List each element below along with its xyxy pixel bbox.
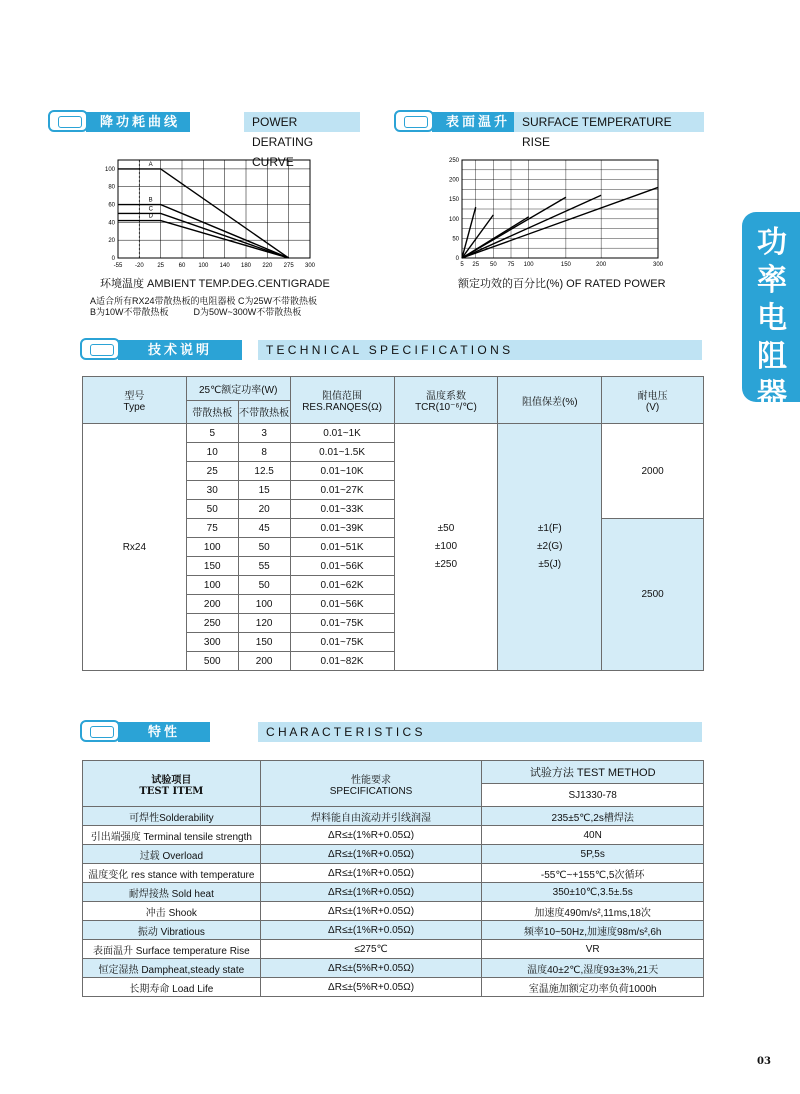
characteristic-row [83, 883, 704, 902]
x-tick-label: 60 [178, 263, 186, 269]
characteristic-row [83, 807, 704, 826]
header-with-heatsink: 带散热板 [186, 400, 238, 424]
series-label: D [148, 213, 154, 220]
resistance-range: 0.01~51K [290, 538, 394, 557]
y-tick-label: 60 [108, 202, 115, 209]
header-tab-icon [80, 720, 120, 742]
characteristic-row [83, 826, 704, 845]
section-title-cn: 表面温升 [432, 112, 520, 132]
resistance-range: 0.01~82K [290, 652, 394, 671]
specification-cell: ΔR≤±(1%R+0.05Ω) [260, 883, 482, 902]
resistance-range: 0.01~27K [290, 481, 394, 500]
side-category-tab [742, 212, 800, 412]
series-label: B [148, 197, 153, 204]
test-item-cell: 恒定湿热 Dampheat,steady state [83, 959, 261, 978]
x-tick-label: -20 [134, 263, 144, 269]
y-tick-label: 100 [104, 166, 115, 173]
header-tab-icon [394, 110, 434, 132]
x-tick-label: 50 [490, 262, 497, 268]
power-with-heatsink: 100 [186, 538, 238, 557]
resistance-range: 0.01~75K [290, 614, 394, 633]
header-power: 25℃额定功率(W) [186, 377, 290, 401]
power-without-heatsink: 15 [238, 481, 290, 500]
y-tick-label: 0 [455, 256, 459, 262]
x-tick-label: 100 [523, 262, 534, 268]
test-method-cell: VR [482, 940, 704, 959]
specification-cell: ΔR≤±(5%R+0.05Ω) [260, 959, 482, 978]
test-item-cell: 耐焊接热 Sold heat [83, 883, 261, 902]
x-tick-label: 180 [240, 263, 252, 269]
characteristic-row [83, 845, 704, 864]
y-tick-label: 200 [448, 177, 459, 184]
power-without-heatsink: 55 [238, 557, 290, 576]
characteristic-row [83, 959, 704, 978]
power-with-heatsink: 5 [186, 424, 238, 443]
section-header-char [80, 720, 704, 744]
specification-cell: ΔR≤±(1%R+0.05Ω) [260, 902, 482, 921]
specification-cell: ΔR≤±(5%R+0.05Ω) [260, 978, 482, 997]
series-label: A [148, 161, 153, 168]
header-resistance: 阻值范围 RES.RANQES(Ω) [290, 377, 394, 424]
power-with-heatsink: 100 [186, 576, 238, 595]
characteristic-row [83, 902, 704, 921]
resistance-range: 0.01~56K [290, 595, 394, 614]
test-item-cell: 引出端强度 Terminal tensile strength [83, 826, 261, 845]
x-tick-label: 275 [283, 263, 294, 269]
x-tick-label: 75 [507, 262, 515, 268]
header-voltage: 耐电压 (V) [602, 377, 704, 424]
header-test-method: 试验方法 TEST METHOD [482, 761, 704, 784]
header-tcr: 温度系数 TCR(10⁻⁶/℃) [394, 377, 498, 424]
header-type: 型号 Type [83, 377, 187, 424]
resistance-range: 0.01~56K [290, 557, 394, 576]
power-without-heatsink: 50 [238, 576, 290, 595]
plot-frame [118, 160, 310, 258]
test-method-cell: 加速度490m/s²,11ms,18次 [482, 902, 704, 921]
x-tick-label: 5 [460, 262, 464, 268]
series-line [462, 195, 601, 258]
derating-note-line1: A适合所有RX24带散热板的电阻器极 C为25W不带散热板 [90, 296, 318, 306]
test-item-cell: 过载 Overload [83, 845, 261, 864]
surface-xlabel: 额定功效的百分比(%) OF RATED POWER [458, 278, 666, 290]
y-tick-label: 50 [452, 236, 459, 243]
power-without-heatsink: 120 [238, 614, 290, 633]
section-title-en: C H A R A C T E R I S T I C S [258, 722, 702, 742]
x-tick-label: 25 [472, 262, 480, 268]
test-method-cell: -55℃~+155℃,5次循环 [482, 864, 704, 883]
test-item-cell: 表面温升 Surface temperature Rise [83, 940, 261, 959]
x-tick-label: 140 [219, 263, 230, 269]
resistance-range: 0.01~39K [290, 519, 394, 538]
y-tick-label: 150 [448, 197, 459, 204]
power-with-heatsink: 25 [186, 462, 238, 481]
y-tick-label: 250 [448, 158, 459, 164]
header-tab-icon [48, 110, 88, 132]
x-tick-label: 200 [596, 262, 607, 268]
x-tick-label: 220 [262, 263, 273, 269]
header-without-heatsink: 不带散热板 [238, 400, 290, 424]
characteristics-table [82, 760, 704, 997]
test-method-cell: 40N [482, 826, 704, 845]
power-with-heatsink: 500 [186, 652, 238, 671]
power-with-heatsink: 50 [186, 500, 238, 519]
series-label: C [148, 206, 154, 213]
voltage-cell: 2000 [602, 424, 704, 519]
section-title-en: SURFACE TEMPERATURE RISE [514, 112, 704, 132]
test-item-cell: 可焊性Solderability [83, 807, 261, 826]
header-test-item: 试验项目 TEST ITEM [83, 761, 261, 807]
test-item-cell: 振动 Vibratious [83, 921, 261, 940]
y-tick-label: 0 [111, 256, 115, 262]
power-with-heatsink: 250 [186, 614, 238, 633]
side-category-label: 功率电阻器 [757, 225, 787, 412]
test-method-cell: 频率10~50Hz,加速度98m/s²,6h [482, 921, 704, 940]
specification-cell: ΔR≤±(1%R+0.05Ω) [260, 845, 482, 864]
series-line [462, 187, 658, 258]
resistance-range: 0.01~1K [290, 424, 394, 443]
tcr-cell: ±50 ±100 ±250 [394, 424, 498, 671]
power-without-heatsink: 8 [238, 443, 290, 462]
resistance-range: 0.01~1.5K [290, 443, 394, 462]
test-item-cell: 长期寿命 Load Life [83, 978, 261, 997]
surface-temp-rise-chart [440, 152, 670, 272]
test-item-cell: 冲击 Shook [83, 902, 261, 921]
page-number: 03 [757, 1056, 771, 1067]
resistance-range: 0.01~62K [290, 576, 394, 595]
test-method-cell: 235±5℃,2s槽焊法 [482, 807, 704, 826]
characteristic-row [83, 921, 704, 940]
technical-spec-table [82, 376, 704, 671]
x-tick-label: -55 [113, 263, 123, 269]
x-tick-label: 150 [560, 262, 571, 268]
voltage-cell: 2500 [602, 519, 704, 671]
resistance-range: 0.01~33K [290, 500, 394, 519]
resistance-range: 0.01~10K [290, 462, 394, 481]
section-title-en: POWER DERATING CURVE [244, 112, 360, 132]
power-without-heatsink: 150 [238, 633, 290, 652]
series-line [462, 197, 566, 258]
power-without-heatsink: 100 [238, 595, 290, 614]
section-header-derating [48, 110, 360, 169]
characteristic-row [83, 940, 704, 959]
power-derating-chart [96, 150, 326, 278]
derating-note-line2: B为10W不带散热板 D为50W~300W不带散热板 [90, 307, 302, 317]
x-tick-label: 25 [157, 263, 165, 269]
header-tab-icon [80, 338, 120, 360]
power-with-heatsink: 150 [186, 557, 238, 576]
section-title-en: T E C H N I C A L S P E C I F I C A T I O N S [258, 340, 702, 360]
power-without-heatsink: 12.5 [238, 462, 290, 481]
power-without-heatsink: 45 [238, 519, 290, 538]
section-header-tech [80, 338, 704, 362]
header-tolerance: 阻值保差(%) [498, 377, 602, 424]
section-title-cn: 技术说明 [118, 340, 242, 360]
specification-cell: ΔR≤±(1%R+0.05Ω) [260, 826, 482, 845]
test-method-cell: 350±10℃,3.5±.5s [482, 883, 704, 902]
specification-cell: 焊料能自由流动并引线润湿 [260, 807, 482, 826]
characteristic-row [83, 978, 704, 997]
test-method-cell: 5P,5s [482, 845, 704, 864]
test-method-cell: 室温施加额定功率负荷1000h [482, 978, 704, 997]
x-tick-label: 100 [198, 263, 209, 269]
power-with-heatsink: 75 [186, 519, 238, 538]
specification-cell: ≤275℃ [260, 940, 482, 959]
power-without-heatsink: 50 [238, 538, 290, 557]
test-method-cell: 温度40±2℃,湿度93±3%,21天 [482, 959, 704, 978]
derating-xlabel: 环境温度 AMBIENT TEMP.DEG.CENTIGRADE [100, 278, 330, 290]
section-title-cn: 降功耗曲线 [86, 112, 190, 132]
y-tick-label: 20 [108, 238, 115, 245]
test-item-cell: 温度变化 res stance with temperature [83, 864, 261, 883]
model-cell: Rx24 [83, 424, 187, 671]
power-without-heatsink: 3 [238, 424, 290, 443]
power-with-heatsink: 30 [186, 481, 238, 500]
y-tick-label: 100 [448, 216, 459, 223]
y-tick-label: 40 [108, 220, 115, 227]
header-standard: SJ1330-78 [482, 784, 704, 807]
y-tick-label: 80 [108, 184, 115, 191]
power-without-heatsink: 20 [238, 500, 290, 519]
specification-cell: ΔR≤±(1%R+0.05Ω) [260, 864, 482, 883]
x-tick-label: 300 [652, 262, 664, 268]
power-with-heatsink: 10 [186, 443, 238, 462]
resistance-range: 0.01~75K [290, 633, 394, 652]
section-title-cn: 特性 [118, 722, 210, 742]
power-with-heatsink: 300 [186, 633, 238, 652]
power-with-heatsink: 200 [186, 595, 238, 614]
tolerance-cell: ±1(F) ±2(G) ±5(J) [498, 424, 602, 671]
specification-cell: ΔR≤±(1%R+0.05Ω) [260, 921, 482, 940]
section-header-surface [394, 110, 704, 149]
x-tick-label: 300 [304, 263, 316, 269]
header-specifications: 性能要求 SPECIFICATIONS [260, 761, 482, 807]
spec-row [83, 424, 704, 443]
power-without-heatsink: 200 [238, 652, 290, 671]
characteristic-row [83, 864, 704, 883]
